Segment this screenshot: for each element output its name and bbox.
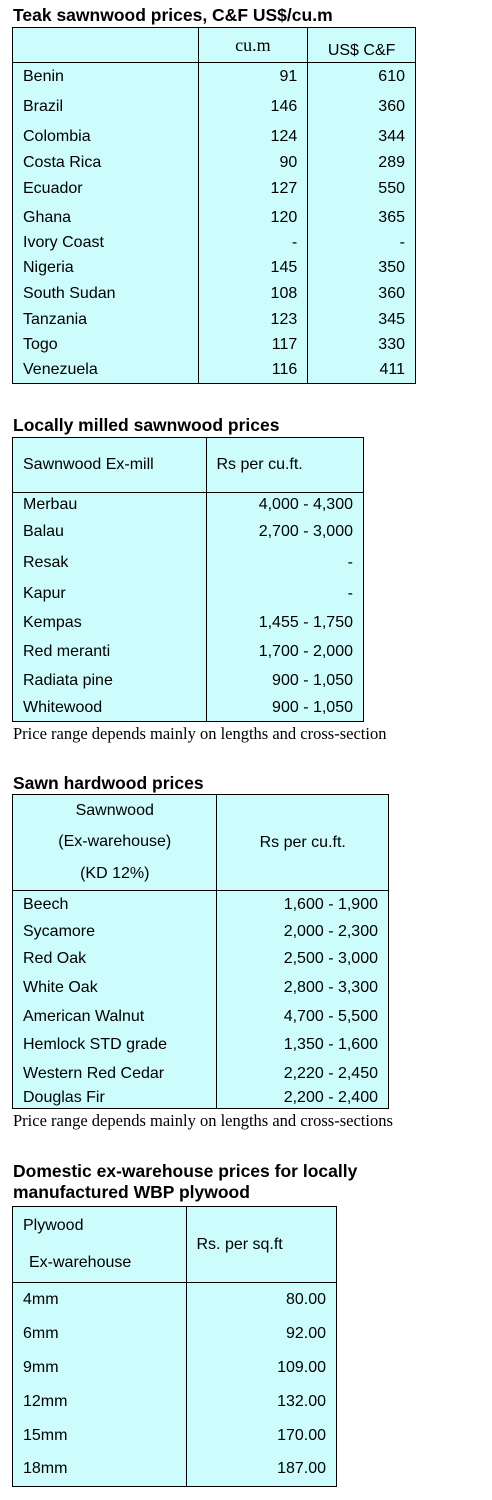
price-cell: 1,350 - 1,600: [217, 1031, 389, 1059]
item-cell: Western Red Cedar: [13, 1059, 217, 1089]
item-cell: Red meranti: [13, 637, 207, 667]
volume-cell: 124: [198, 123, 308, 151]
table-row: [13, 667, 364, 695]
price-cell: 1,700 - 2,000: [206, 637, 364, 667]
country-cell: Venezuela: [13, 358, 199, 384]
table-row: [13, 1351, 337, 1385]
plywood-price-header: Rs. per sq.ft: [186, 1207, 337, 1283]
table-row: [13, 1089, 389, 1109]
item-cell: American Walnut: [13, 1003, 217, 1031]
country-cell: Colombia: [13, 123, 199, 151]
item-cell: 4mm: [13, 1283, 187, 1317]
country-cell: Tanzania: [13, 307, 199, 333]
item-cell: Douglas Fir: [13, 1089, 217, 1109]
teak-price-table: [12, 27, 416, 384]
plywood-item-header-line2: Ex-warehouse: [29, 1253, 132, 1271]
item-cell: Balau: [13, 518, 207, 546]
hardwood-table-title: Sawn hardwood prices: [13, 773, 204, 793]
item-cell: Merbau: [13, 493, 207, 518]
table-row: [13, 1317, 337, 1351]
item-cell: 12mm: [13, 1385, 187, 1419]
table-row: [13, 546, 364, 580]
teak-country-header: [13, 28, 199, 63]
price-cell: 360: [308, 91, 416, 123]
item-cell: Resak: [13, 546, 207, 580]
volume-cell: 91: [198, 63, 308, 91]
price-cell: 350: [308, 254, 416, 282]
item-cell: Beech: [13, 891, 217, 919]
table-row: [13, 945, 389, 973]
plywood-item-header: [13, 1207, 187, 1283]
price-cell: 900 - 1,050: [206, 667, 364, 695]
price-cell: 1,600 - 1,900: [217, 891, 389, 919]
volume-cell: 90: [198, 151, 308, 175]
table-row: [13, 1031, 389, 1059]
hardwood-item-header-line2: (Ex-warehouse): [58, 832, 172, 850]
local-table-title: Locally milled sawnwood prices: [13, 415, 280, 435]
item-cell: 6mm: [13, 1317, 187, 1351]
item-cell: White Oak: [13, 973, 217, 1003]
item-cell: Kapur: [13, 580, 207, 609]
table-row: [13, 204, 416, 233]
item-cell: Kempas: [13, 609, 207, 637]
item-cell: 15mm: [13, 1419, 187, 1453]
table-row: [13, 282, 416, 307]
plywood-price-table: [12, 1206, 337, 1487]
country-cell: Ghana: [13, 204, 199, 233]
table-row: [13, 254, 416, 282]
table-row: [13, 580, 364, 609]
price-cell: 109.00: [186, 1351, 337, 1385]
table-row: [13, 63, 416, 91]
price-cell: 92.00: [186, 1317, 337, 1351]
price-cell: 2,500 - 3,000: [217, 945, 389, 973]
plywood-table-title: [13, 1161, 357, 1203]
volume-cell: 116: [198, 358, 308, 384]
table-row: [13, 175, 416, 204]
local-price-header: Rs per cu.ft.: [206, 438, 364, 493]
price-cell: 900 - 1,050: [206, 695, 364, 722]
hardwood-price-header: Rs per cu.ft.: [217, 795, 389, 891]
teak-price-header: US$ C&F: [308, 28, 416, 63]
price-cell: 2,200 - 2,400: [217, 1089, 389, 1109]
table-row: [13, 358, 416, 384]
price-cell: 4,700 - 5,500: [217, 1003, 389, 1031]
country-cell: Ecuador: [13, 175, 199, 204]
volume-cell: -: [198, 233, 308, 254]
country-cell: Nigeria: [13, 254, 199, 282]
price-cell: 170.00: [186, 1419, 337, 1453]
teak-table-title: Teak sawnwood prices, C&F US$/cu.m: [13, 5, 333, 25]
table-row: [13, 91, 416, 123]
table-row: [13, 637, 364, 667]
price-cell: 411: [308, 358, 416, 384]
price-cell: 1,455 - 1,750: [206, 609, 364, 637]
plywood-title-line1: Domestic ex-warehouse prices for locally: [13, 1161, 358, 1181]
price-cell: 360: [308, 282, 416, 307]
price-cell: 2,700 - 3,000: [206, 518, 364, 546]
table-row: [13, 1453, 337, 1487]
price-cell: 330: [308, 333, 416, 358]
item-cell: Whitewood: [13, 695, 207, 722]
country-cell: Brazil: [13, 91, 199, 123]
country-cell: South Sudan: [13, 282, 199, 307]
volume-cell: 123: [198, 307, 308, 333]
table-row: [13, 333, 416, 358]
country-cell: Ivory Coast: [13, 233, 199, 254]
price-cell: 345: [308, 307, 416, 333]
price-cell: 132.00: [186, 1385, 337, 1419]
item-cell: Radiata pine: [13, 667, 207, 695]
table-row: [13, 493, 364, 518]
price-cell: -: [206, 546, 364, 580]
table-row: [13, 695, 364, 722]
item-cell: Hemlock STD grade: [13, 1031, 217, 1059]
table-row: [13, 1283, 337, 1317]
table-row: [13, 123, 416, 151]
price-cell: -: [308, 233, 416, 254]
hardwood-item-header-line3: (KD 12%): [80, 864, 150, 882]
price-cell: 610: [308, 63, 416, 91]
price-cell: 550: [308, 175, 416, 204]
item-cell: 9mm: [13, 1351, 187, 1385]
local-item-header: Sawnwood Ex-mill: [13, 438, 207, 493]
price-cell: -: [206, 580, 364, 609]
table-row: [13, 1385, 337, 1419]
price-cell: 344: [308, 123, 416, 151]
volume-cell: 127: [198, 175, 308, 204]
table-row: [13, 1419, 337, 1453]
volume-cell: 145: [198, 254, 308, 282]
price-cell: 187.00: [186, 1453, 337, 1487]
item-cell: 18mm: [13, 1453, 187, 1487]
price-cell: 2,000 - 2,300: [217, 919, 389, 945]
table-row: [13, 1003, 389, 1031]
hardwood-price-table: [12, 794, 389, 1109]
price-cell: 365: [308, 204, 416, 233]
item-cell: Red Oak: [13, 945, 217, 973]
country-cell: Togo: [13, 333, 199, 358]
table-row: [13, 307, 416, 333]
local-price-note: Price range depends mainly on lengths and cross-section: [13, 724, 387, 743]
volume-cell: 117: [198, 333, 308, 358]
country-cell: Benin: [13, 63, 199, 91]
price-cell: 289: [308, 151, 416, 175]
table-row: [13, 973, 389, 1003]
volume-cell: 146: [198, 91, 308, 123]
country-cell: Costa Rica: [13, 151, 199, 175]
local-price-table: [12, 437, 364, 722]
price-cell: 80.00: [186, 1283, 337, 1317]
hardwood-item-header: [13, 795, 217, 891]
plywood-item-header-line1: Plywood: [23, 1216, 84, 1234]
price-cell: 2,220 - 2,450: [217, 1059, 389, 1089]
table-row: [13, 233, 416, 254]
table-row: [13, 1059, 389, 1089]
hardwood-price-note: Price range depends mainly on lengths and cross-sections: [13, 1111, 393, 1130]
hardwood-item-header-line1: Sawnwood: [75, 801, 154, 819]
table-row: [13, 891, 389, 919]
teak-volume-header: cu.m: [198, 28, 308, 63]
table-row: [13, 609, 364, 637]
plywood-title-line2: manufactured WBP plywood: [13, 1182, 250, 1202]
item-cell: Sycamore: [13, 919, 217, 945]
table-row: [13, 151, 416, 175]
table-row: [13, 919, 389, 945]
table-row: [13, 518, 364, 546]
price-cell: 2,800 - 3,300: [217, 973, 389, 1003]
volume-cell: 120: [198, 204, 308, 233]
volume-cell: 108: [198, 282, 308, 307]
price-cell: 4,000 - 4,300: [206, 493, 364, 518]
